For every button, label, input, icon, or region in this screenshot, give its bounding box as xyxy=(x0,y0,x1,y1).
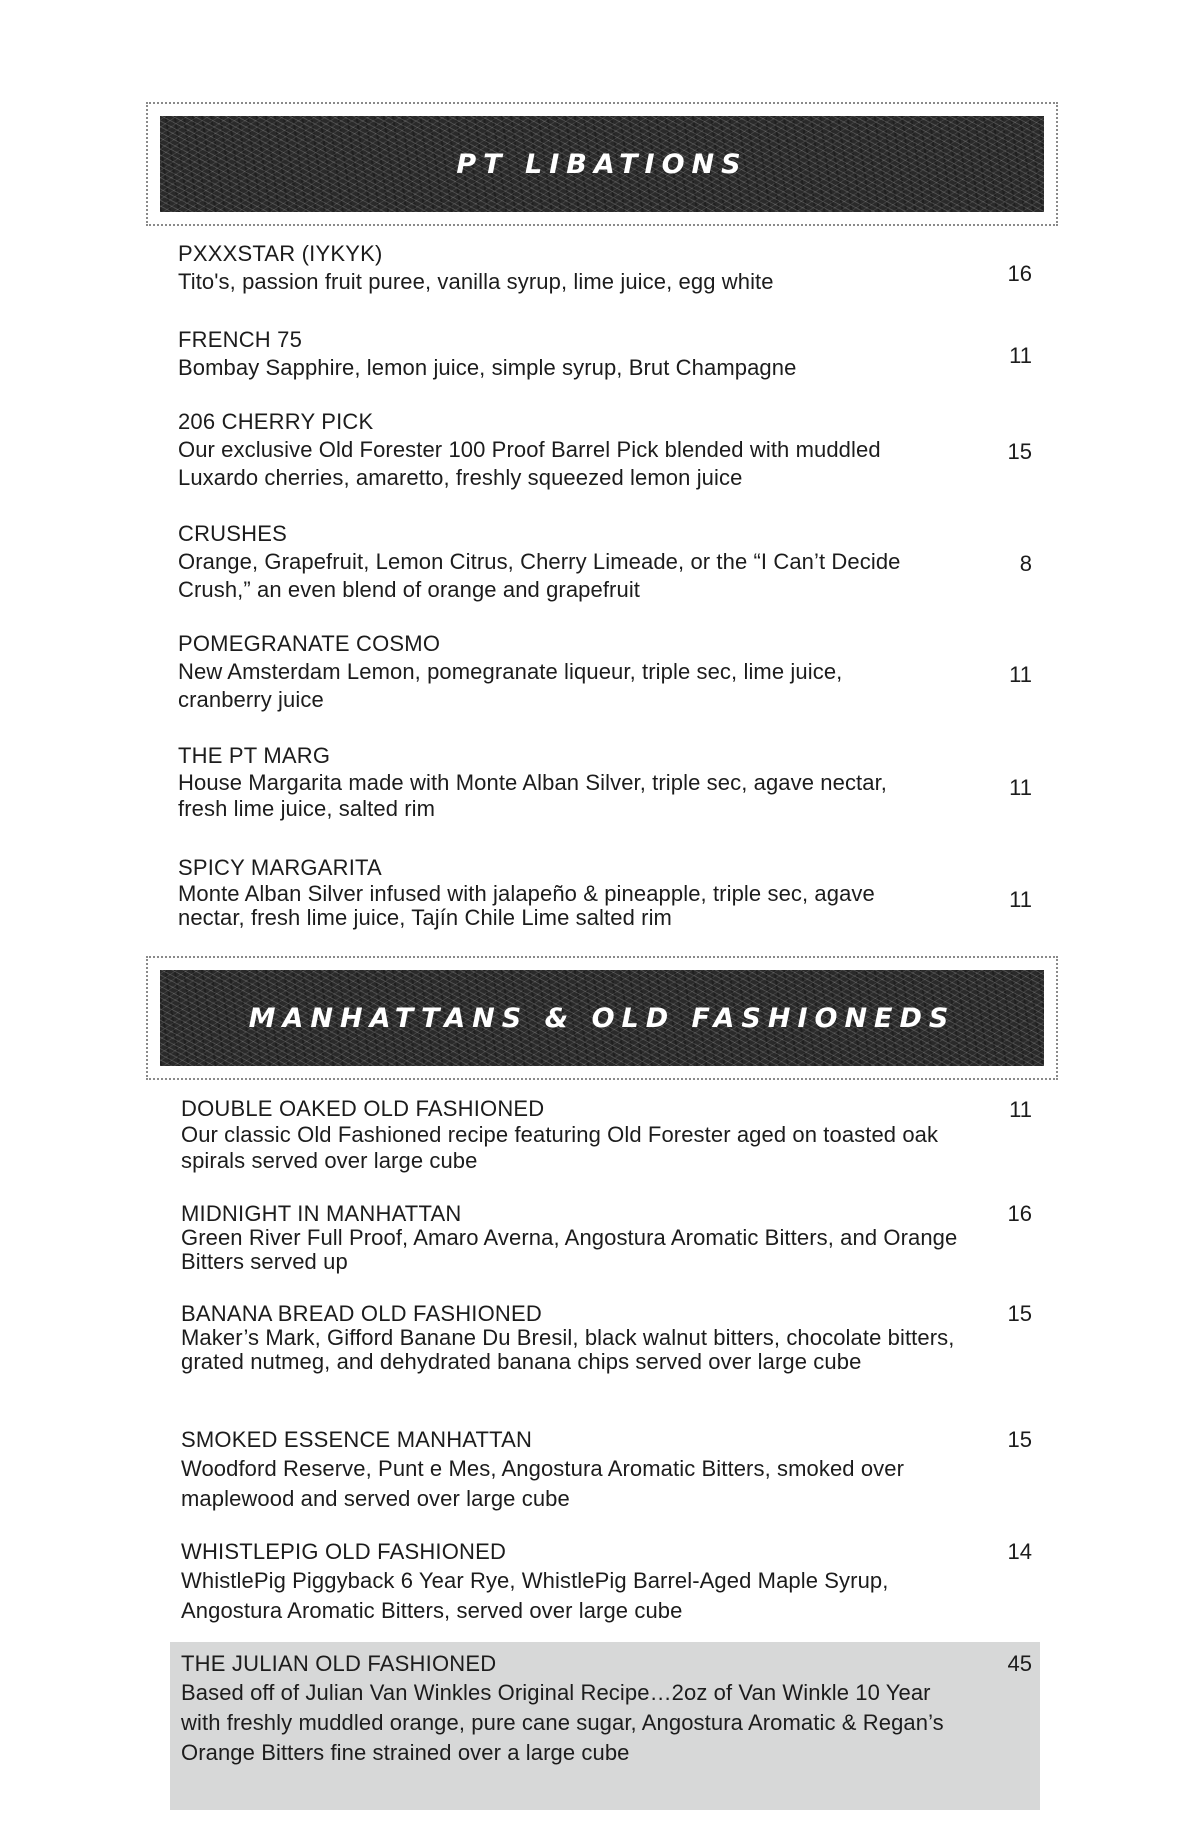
item-name: CRUSHES xyxy=(178,521,287,546)
item-description: Our exclusive Old Forester 100 Proof Barrel Pick blended with muddled Luxardo cherries, amaretto, freshly squeezed lemon juice xyxy=(178,437,881,490)
section-title: MANHATTANS & OLD FASHIONEDS xyxy=(248,1002,956,1034)
item-description: Orange, Grapefruit, Lemon Citrus, Cherry Limeade, or the “I Can’t Decide Crush,” an even blend of orange and grapefruit xyxy=(178,549,901,602)
item-name: SPICY MARGARITA xyxy=(178,855,382,880)
item-name: THE PT MARG xyxy=(178,743,331,768)
item-name: MIDNIGHT IN MANHATTAN xyxy=(181,1201,462,1226)
section-banner-pt-libations xyxy=(160,116,1044,212)
item-description: House Margarita made with Monte Alban Silver, triple sec, agave nectar, fresh lime juice, salted rim xyxy=(178,770,888,821)
item-name: BANANA BREAD OLD FASHIONED xyxy=(181,1301,542,1326)
item-description: Monte Alban Silver infused with jalapeño & pineapple, triple sec, agave nectar, fresh lime juice, Tajín Chile Lime salted rim xyxy=(178,881,875,930)
item-description: Maker’s Mark, Gifford Banane Du Bresil, black walnut bitters, chocolate bitters, grated nutmeg, and dehydrated banana chips served over large cube xyxy=(181,1325,955,1374)
menu-item xyxy=(181,1426,941,1514)
item-price: 11 xyxy=(1009,343,1032,368)
menu-item xyxy=(181,1096,981,1174)
menu-item xyxy=(178,240,988,296)
section-title: PT LIBATIONS xyxy=(456,148,748,180)
item-price: 14 xyxy=(1007,1539,1032,1564)
section-banner-manhattans xyxy=(160,970,1044,1066)
item-price: 11 xyxy=(1009,887,1032,912)
menu-item xyxy=(181,1202,961,1274)
item-price: 11 xyxy=(1009,662,1032,687)
item-price: 15 xyxy=(1007,439,1032,464)
menu-item xyxy=(178,742,918,822)
item-name: WHISTLEPIG OLD FASHIONED xyxy=(181,1539,507,1564)
item-name: SMOKED ESSENCE MANHATTAN xyxy=(181,1427,533,1452)
menu-item xyxy=(178,854,918,930)
item-name: DOUBLE OAKED OLD FASHIONED xyxy=(181,1096,545,1121)
item-price: 15 xyxy=(1007,1301,1032,1326)
menu-item xyxy=(181,1302,971,1374)
item-description: Our classic Old Fashioned recipe featuring Old Forester aged on toasted oak spirals served over large cube xyxy=(181,1122,939,1173)
item-description: WhistlePig Piggyback 6 Year Rye, WhistlePig Barrel-Aged Maple Syrup, Angostura Aromatic Bitters, served over large cube xyxy=(181,1568,889,1623)
item-price: 16 xyxy=(1007,1201,1032,1226)
item-name: 206 CHERRY PICK xyxy=(178,409,374,434)
item-description: New Amsterdam Lemon, pomegranate liqueur, triple sec, lime juice, cranberry juice xyxy=(178,659,843,712)
item-price: 8 xyxy=(1019,551,1032,576)
item-description: Tito's, passion fruit puree, vanilla syrup, lime juice, egg white xyxy=(178,269,774,294)
item-description: Green River Full Proof, Amaro Averna, Angostura Aromatic Bitters, and Orange Bitters served up xyxy=(181,1225,958,1274)
item-price: 16 xyxy=(1007,261,1032,286)
item-name: THE JULIAN OLD FASHIONED xyxy=(181,1651,497,1676)
item-description: Woodford Reserve, Punt e Mes, Angostura Aromatic Bitters, smoked over maplewood and served over large cube xyxy=(181,1456,905,1511)
menu-item xyxy=(178,408,918,492)
menu-item xyxy=(178,630,938,714)
menu-item xyxy=(181,1538,961,1626)
item-name: PXXXSTAR (IYKYK) xyxy=(178,241,383,266)
item-price: 11 xyxy=(1009,775,1032,800)
item-description: Based off of Julian Van Winkles Original Recipe…2oz of Van Winkle 10 Year with freshly muddled orange, pure cane sugar, Angostura Aromatic & Regan’s Orange Bitters fine strained over a large cube xyxy=(181,1680,944,1765)
item-price: 15 xyxy=(1007,1427,1032,1452)
item-name: FRENCH 75 xyxy=(178,327,303,352)
menu-item xyxy=(178,326,988,382)
item-name: POMEGRANATE COSMO xyxy=(178,631,441,656)
item-description: Bombay Sapphire, lemon juice, simple syrup, Brut Champagne xyxy=(178,355,797,380)
item-price: 45 xyxy=(1007,1651,1032,1676)
menu-item xyxy=(178,520,918,604)
menu-item-highlighted xyxy=(181,1650,961,1768)
item-price: 11 xyxy=(1009,1097,1032,1122)
